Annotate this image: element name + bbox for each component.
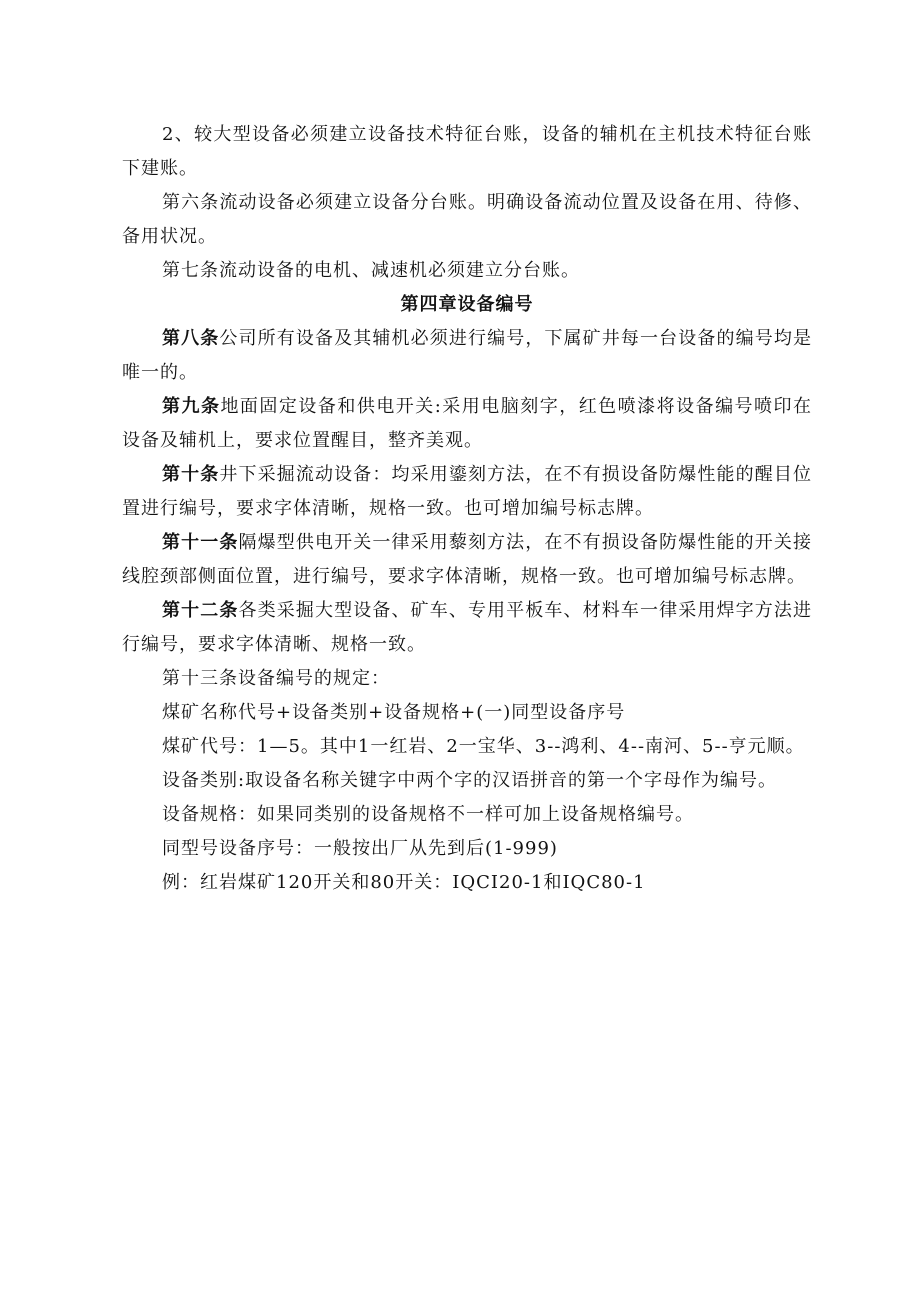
article-lead: 第十二条 (162, 600, 239, 621)
paragraph-mine-codes: 煤矿代号：1—5。其中1一红岩、2一宝华、3--鸿利、4--南河、5--亨元顺。 (162, 736, 805, 757)
paragraph-article-11 (122, 526, 812, 594)
paragraph-serial-number: 同型号设备序号：一般按出厂从先到后(1-999) (162, 838, 558, 859)
article-text: 井下采掘流动设备：均采用鎏刻方法，在不有损设备防爆性能的醒目位置进行编号，要求字体清晰，规格一致。也可增加编号标志牌。 (122, 464, 813, 519)
paragraph-article-6: 第六条流动设备必须建立设备分台账。明确设备流动位置及设备在用、待修、备用状况。 (122, 192, 812, 247)
article-lead: 第九条 (162, 396, 221, 417)
article-text: 地面固定设备和供电开关:采用电脑刻字，红色喷漆将设备编号喷印在设备及辅机上，要求位置醒目，整齐美观。 (122, 396, 813, 451)
article-lead: 第十一条 (162, 532, 239, 553)
article-text: 隔爆型供电开关一律采用藜刻方法，在不有损设备防爆性能的开关接线腔颈部侧面位置，进行编号，要求字体清晰，规格一致。也可增加编号标志牌。 (122, 532, 812, 587)
paragraph-example: 例：红岩煤矿120开关和80开关：IQCI20-1和IQC80-1 (162, 872, 646, 893)
paragraph-article-10 (122, 458, 812, 526)
paragraph-numbering-format: 煤矿名称代号+设备类别+设备规格+(一)同型设备序号 (162, 702, 626, 723)
paragraph-equipment-category: 设备类别:取设备名称关键字中两个字的汉语拼音的第一个字母作为编号。 (162, 770, 778, 791)
paragraph-article-7: 第七条流动设备的电机、减速机必须建立分台账。 (162, 260, 580, 281)
article-lead: 第十条 (162, 464, 220, 485)
chapter-heading: 第四章设备编号 (400, 294, 534, 315)
paragraph-equipment-spec: 设备规格：如果同类别的设备规格不一样可加上设备规格编号。 (162, 804, 694, 825)
article-lead: 第八条 (162, 328, 220, 349)
paragraph-article-9 (122, 390, 812, 458)
article-text: 公司所有设备及其辅机必须进行编号，下属矿井每一台设备的编号均是唯一的。 (122, 328, 813, 383)
paragraph-large-equipment-ledger: 2、较大型设备必须建立设备技术特征台账，设备的辅机在主机技术特征台账下建账。 (122, 124, 812, 179)
paragraph-article-8 (122, 322, 812, 390)
paragraph-article-12 (122, 594, 812, 662)
paragraph-article-13: 第十三条设备编号的规定： (162, 668, 390, 689)
document-page (122, 118, 812, 900)
article-text: 各类采掘大型设备、矿车、专用平板车、材料车一律采用焊字方法进行编号，要求字体清晰、规格一致。 (122, 600, 812, 655)
